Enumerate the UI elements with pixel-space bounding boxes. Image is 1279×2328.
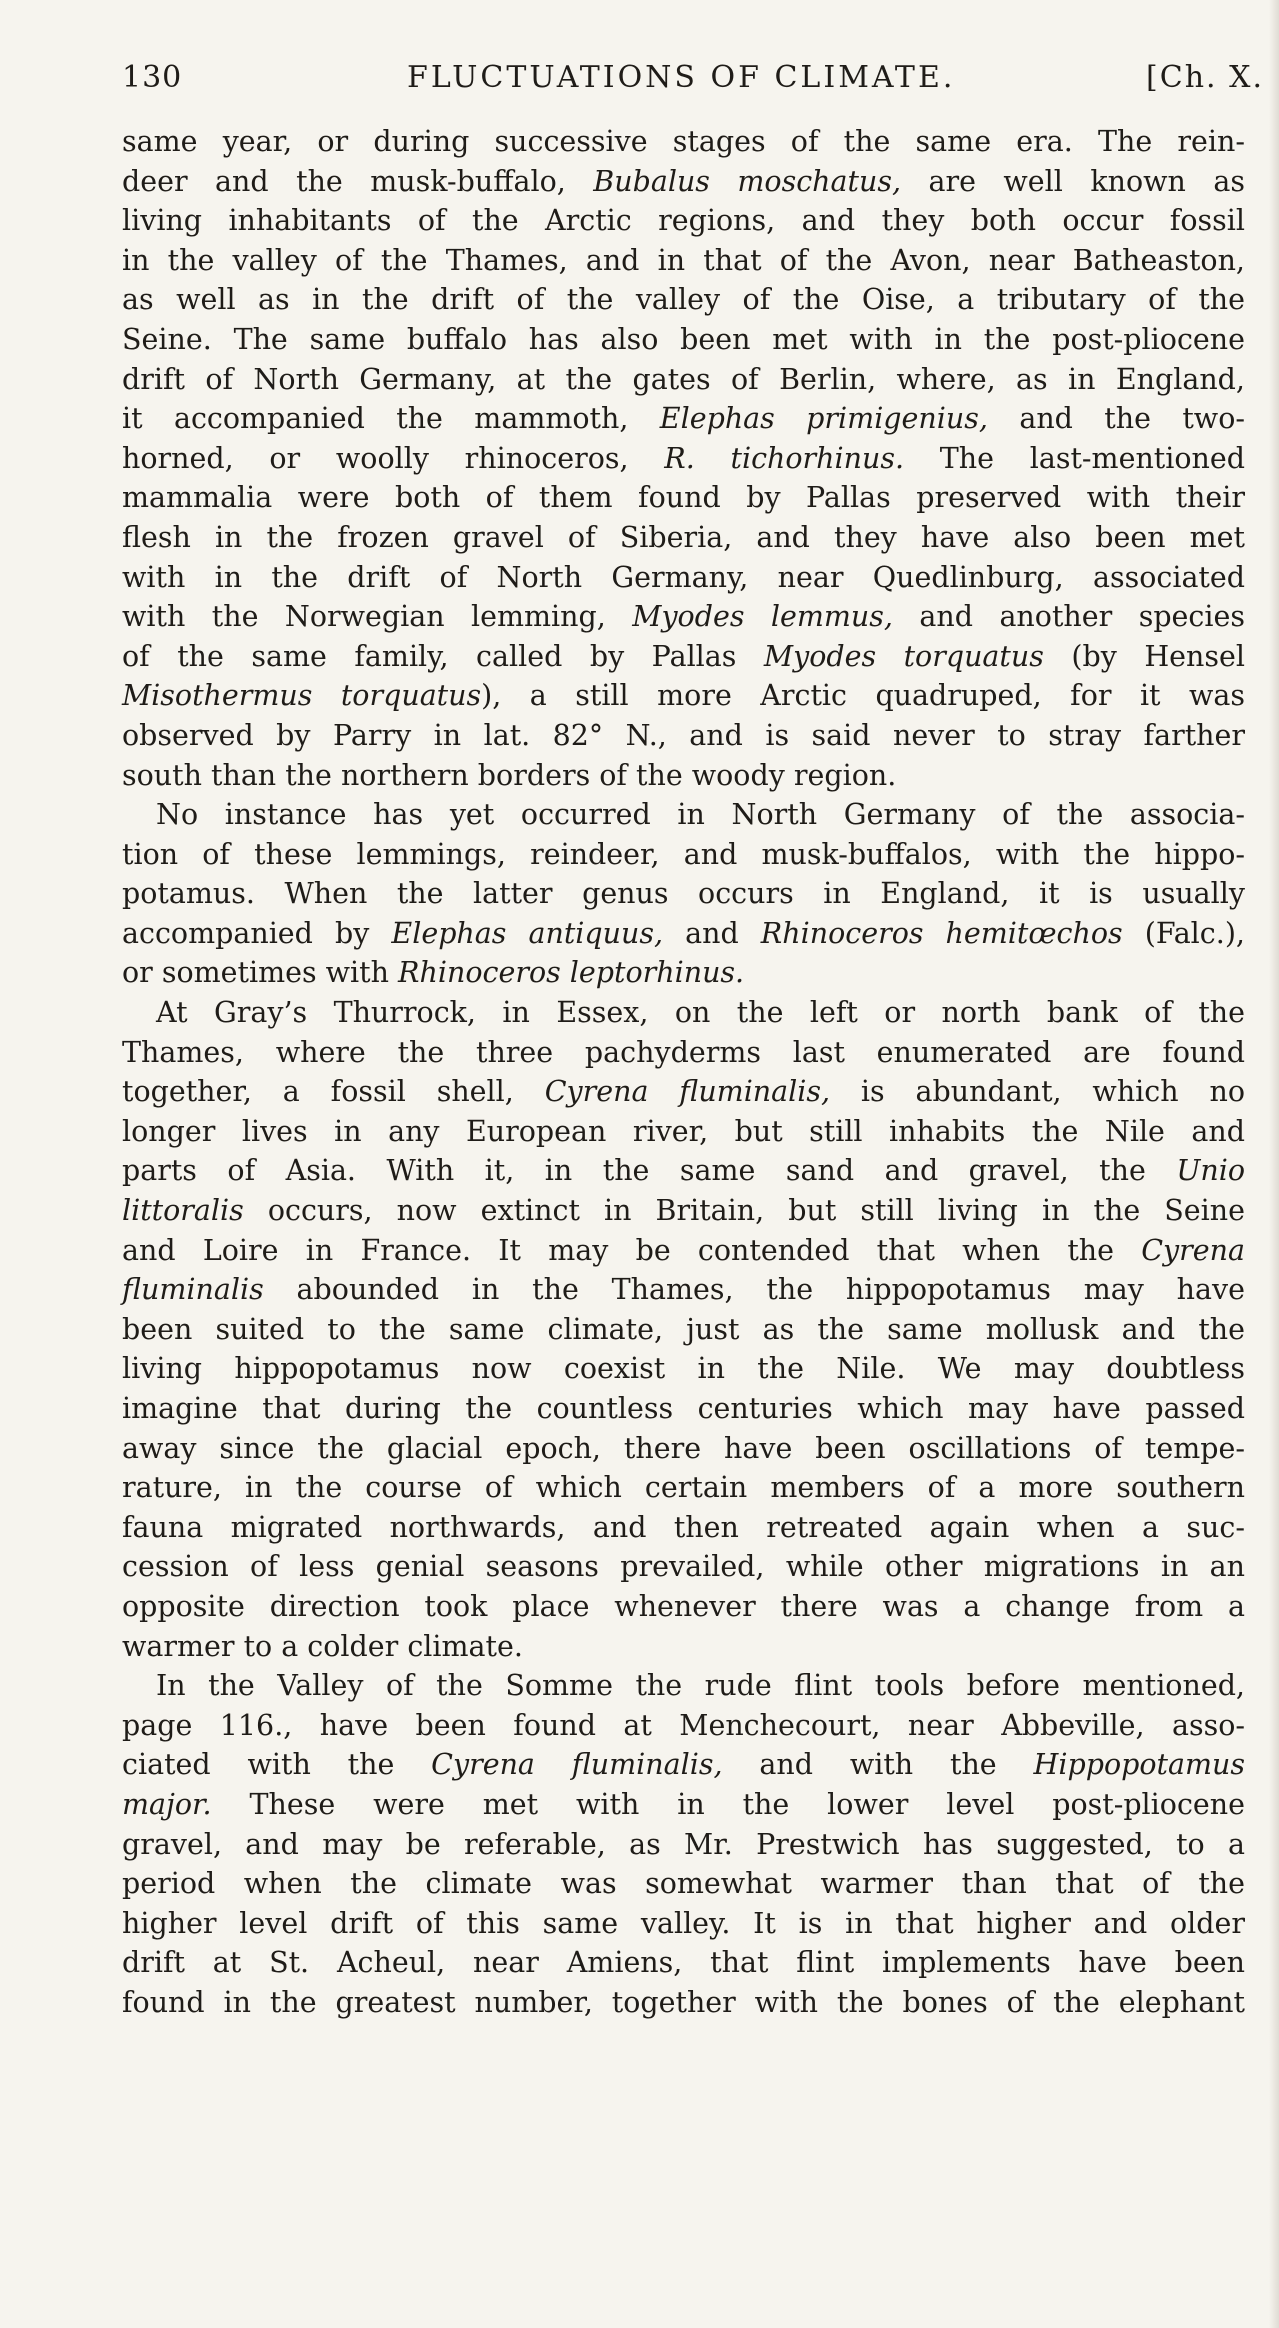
text-line [122,280,1245,320]
text-line [122,716,1245,756]
text-line [122,1825,1245,1865]
italic-species-name: Unio [1176,1154,1245,1188]
italic-species-name: Rhinoceros hemitœchos [760,916,1123,950]
text-line [122,756,1245,796]
text-line [122,597,1245,637]
text-run: same year, or during successive stages of the same era. The rein- [122,125,1245,158]
text-line [122,1547,1245,1587]
text-run: away since the glacial epoch, there have been oscillations of tempe- [122,1431,1245,1465]
text-run: is abundant, which no [830,1075,1245,1109]
text-run: No instance has yet occurred in North Germany of the associa- [156,798,1245,832]
text-line [122,1389,1245,1429]
text-line [122,558,1245,598]
text-line [122,1310,1245,1350]
text-run: south than the northern borders of the woody region. [122,758,897,792]
text-run: abounded in the Thames, the hippopotamus may have [263,1273,1245,1307]
text-run: are well known as [901,164,1245,198]
text-line [122,241,1245,281]
text-line [122,1349,1245,1389]
text-run: in the valley of the Thames, and in that of the Avon, near Batheaston, [122,243,1245,277]
italic-species-name: Cyrena fluminalis, [544,1075,831,1109]
text-run: Thames, where the three pachyderms last enumerated are found [122,1035,1245,1069]
text-run: found in the greatest number, together with the bones of the elephant [122,1985,1245,2019]
text-run: drift of North Germany, at the gates of Berlin, where, as in England, [122,362,1245,396]
text-run: and with the [722,1748,1034,1782]
text-run: higher level drift of this same valley. It is in that higher and older [122,1906,1245,1940]
page-number: 130 [122,60,183,95]
text-run: In the Valley of the Somme the rude flint tools before mentioned, [156,1669,1245,1703]
text-line [122,1587,1245,1627]
text-run: The last-mentioned [904,441,1245,475]
text-line [122,1627,1245,1667]
text-line [122,835,1245,875]
text-line [122,360,1245,400]
text-run: fauna migrated northwards, and then retreated again when a suc- [122,1510,1245,1544]
text-run: or sometimes with [122,956,399,990]
text-run: of the same family, called by Pallas [122,639,764,673]
text-run: (Falc.), [1122,916,1245,950]
text-run: opposite direction took place whenever there was a change from a [122,1589,1245,1623]
text-run: drift at St. Acheul, near Amiens, that flint implements have been [122,1946,1245,1980]
text-run: potamus. When the latter genus occurs in England, it is usually [122,877,1245,911]
text-line [122,1033,1245,1073]
text-line [122,993,1245,1033]
text-run: occurs, now extinct in Britain, but still living in the Seine [243,1194,1245,1228]
text-line [122,1191,1245,1231]
italic-species-name: Cyrena fluminalis, [431,1748,723,1782]
text-run: rature, in the course of which certain members of a more southern [122,1471,1245,1505]
text-line [122,399,1245,439]
text-line [122,518,1245,558]
text-line [122,1666,1245,1706]
text-run: accompanied by [122,916,392,950]
text-run: cession of less genial seasons prevailed, while other migrations in an [122,1550,1245,1584]
text-line [122,1983,1245,2023]
text-run: horned, or woolly rhinoceros, [122,441,665,475]
italic-species-name: littoralis [122,1194,244,1228]
text-run: ciated with the [122,1748,432,1782]
text-line [122,439,1245,479]
text-run: deer and the musk-buffalo, [122,164,594,198]
text-run: mammalia were both of them found by Pallas preserved with their [122,481,1245,515]
text-line [122,478,1245,518]
text-run: with the Norwegian lemming, [122,600,633,634]
text-line [122,1745,1245,1785]
text-run: observed by Parry in lat. 82° N., and is said never to stray farther [122,718,1245,752]
body-text [122,122,1245,2023]
text-run: tion of these lemmings, reindeer, and musk-buffalos, with the hippo- [122,837,1245,871]
italic-species-name: R. tichorhinus. [664,441,905,475]
text-run: with in the drift of North Germany, near Quedlinburg, associated [122,560,1245,594]
text-run: parts of Asia. With it, in the same sand and gravel, the [122,1154,1177,1188]
text-run: and Loire in France. It may be contended that when the [122,1233,1142,1267]
text-run: it accompanied the mammoth, [122,402,660,436]
text-run: together, a fossil shell, [122,1075,545,1109]
text-run: and the two- [987,402,1245,436]
text-run: and [663,916,761,950]
text-run: page 116., have been found at Menchecourt, near Abbeville, asso- [122,1708,1245,1742]
text-run: longer lives in any European river, but still inhabits the Nile and [122,1114,1245,1148]
text-line [122,676,1245,716]
text-line [122,1231,1245,1271]
text-line [122,1270,1245,1310]
text-line [122,1151,1245,1191]
text-line [122,1864,1245,1904]
text-run: period when the climate was somewhat warmer than that of the [122,1867,1245,1901]
text-run: (by Hensel [1043,639,1245,673]
text-line [122,320,1245,360]
italic-species-name: Myodes lemmus, [632,600,893,634]
text-run: gravel, and may be referable, as Mr. Prestwich has suggested, to a [122,1827,1245,1861]
italic-species-name: Misothermus torquatus [122,679,482,713]
chapter-reference: [Ch. X. [1146,60,1264,95]
text-run: as well as in the drift of the valley of the Oise, a tributary of the [122,283,1245,317]
text-run: living hippopotamus now coexist in the Nile. We may doubtless [122,1352,1245,1386]
text-line [122,201,1245,241]
text-run: been suited to the same climate, just as the same mollusk and the [122,1312,1245,1346]
italic-species-name: Bubalus moschatus, [593,164,901,198]
text-run: These were met with in the lower level post-pliocene [211,1787,1245,1821]
text-line [122,795,1245,835]
text-line [122,637,1245,677]
text-line [122,914,1245,954]
page-edge-shadow [1269,0,1279,2328]
italic-species-name: Elephas primigenius, [659,402,988,436]
italic-species-name: Rhinoceros leptorhinus. [398,956,745,990]
italic-species-name: Hippopotamus [1033,1748,1245,1782]
text-run: warmer to a colder climate. [122,1629,523,1663]
text-line [122,1706,1245,1746]
italic-species-name: Cyrena [1141,1233,1245,1267]
running-title: FLUCTUATIONS OF CLIMATE. [407,60,956,95]
text-line [122,953,1245,993]
italic-species-name: Myodes torquatus [763,639,1044,673]
text-line [122,1508,1245,1548]
text-run: and another species [892,600,1245,634]
text-run: flesh in the frozen gravel of Siberia, and they have also been met [122,520,1245,554]
text-run: Seine. The same buffalo has also been met with in the post-pliocene [122,322,1245,356]
text-line [122,1785,1245,1825]
text-run: imagine that during the countless centuries which may have passed [122,1392,1245,1425]
text-line [122,162,1245,202]
text-line [122,874,1245,914]
text-line [122,1112,1245,1152]
text-line [122,1468,1245,1508]
text-line [122,1904,1245,1944]
text-line [122,1429,1245,1469]
text-line [122,1072,1245,1112]
italic-species-name: Elephas antiquus, [391,916,664,950]
text-line [122,1943,1245,1983]
text-run: At Gray’s Thurrock, in Essex, on the left or north bank of the [156,996,1245,1030]
italic-species-name: major. [122,1787,212,1821]
page-header [122,60,1264,116]
text-line [122,122,1245,162]
text-run: living inhabitants of the Arctic regions, and they both occur fossil [122,204,1245,238]
text-run: ), a still more Arctic quadruped, for it was [481,679,1245,713]
italic-species-name: fluminalis [122,1273,264,1307]
